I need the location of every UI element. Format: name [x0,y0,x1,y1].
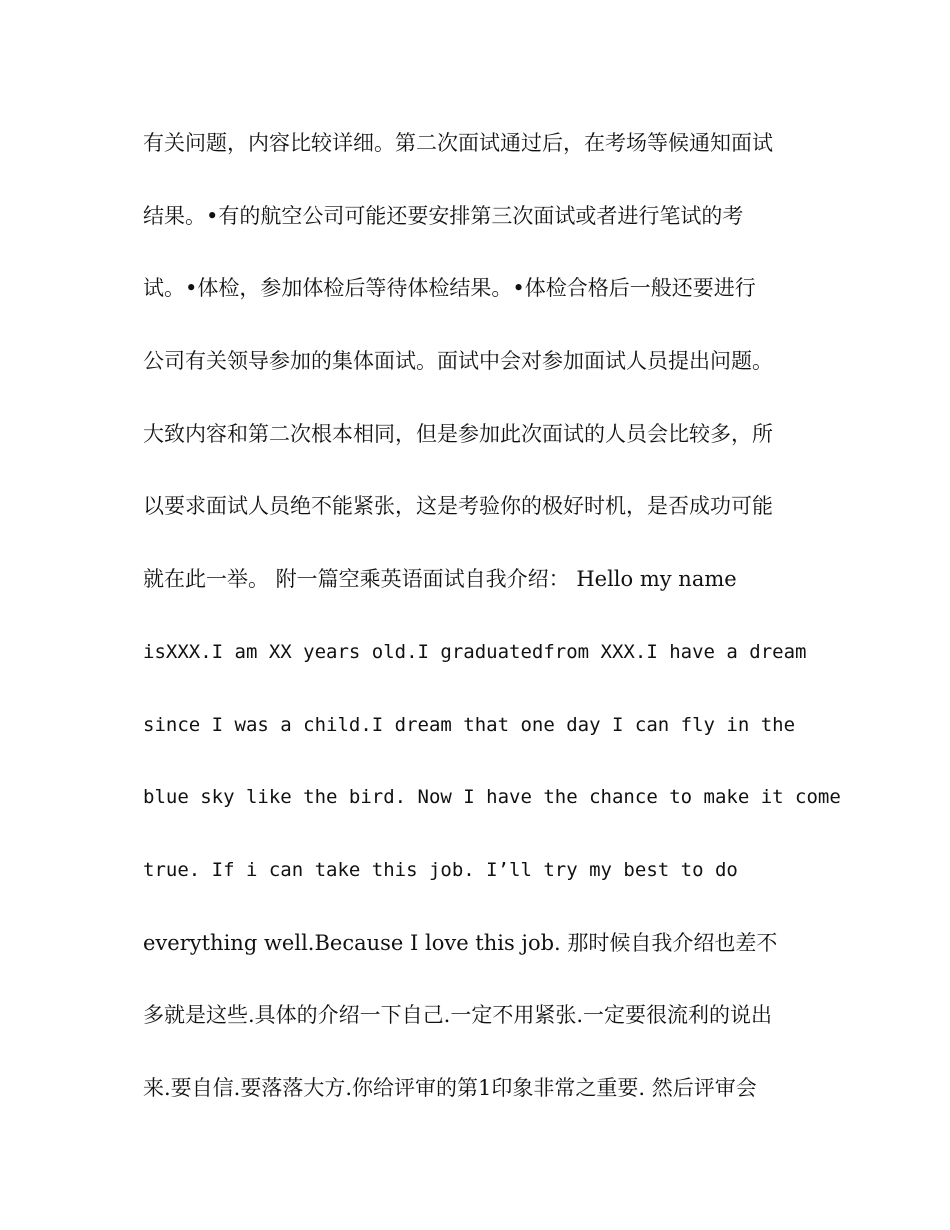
text-line: 以要求面试人员绝不能紧张，这是考验你的极好时机，是否成功可能 [143,494,773,519]
document-body [143,107,841,1125]
text-line: everything well.Because I love this job. 那时候自我介绍也差不 [143,930,778,955]
text-line: 多就是这些.具体的介绍一下自己.一定不用紧张.一定要很流利的说出 [143,1003,773,1028]
text-line: blue sky like the bird. Now I have the chance to make it come [143,786,841,809]
text-line: 公司有关领导参加的集体面试。面试中会对参加面试人员提出问题。 [143,349,773,374]
text-line: since I was a child.I dream that one day I can fly in the [143,713,796,736]
text-line: 试。•体检，参加体检后等待体检结果。•体检合格后一般还要进行 [143,276,756,301]
text-line: 结果。•有的航空公司可能还要安排第三次面试或者进行笔试的考 [143,203,744,228]
text-line: 就在此一举。 附一篇空乘英语面试自我介绍： Hello my name [143,567,737,592]
text-line: true. If i can take this job. I’ll try my best to do [143,858,738,881]
text-line: 有关问题，内容比较详细。第二次面试通过后，在考场等候通知面试 [143,131,773,155]
text-line: 来.要自信.要落落大方.你给评审的第1印象非常之重要. 然后评审会 [143,1075,757,1100]
text-line: 大致内容和第二次根本相同，但是参加此次面试的人员会比较多，所 [143,421,773,446]
text-line: isXXX.I am XX years old.I graduatedfrom XXX.I have a dream [143,640,807,663]
